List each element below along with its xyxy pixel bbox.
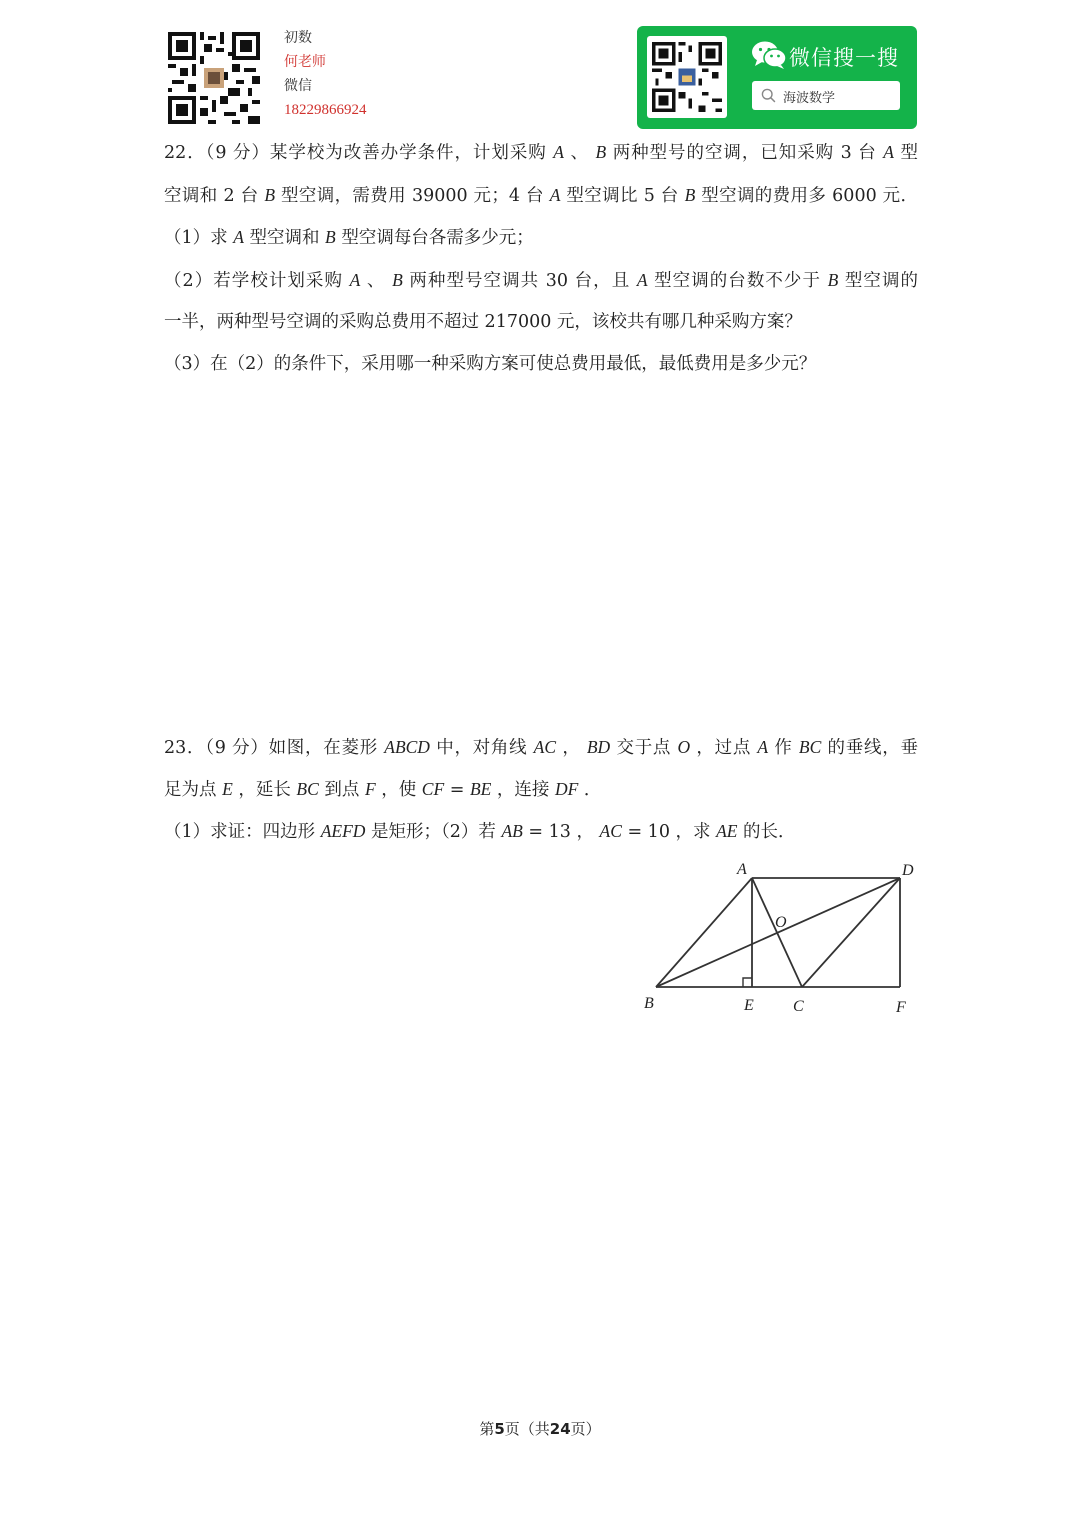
q22-part-3: （3）在（2）的条件下，采用哪一种采购方案可使总费用最低，最低费用是多少元？ (164, 354, 817, 374)
page-number: 第5页（共24页） (479, 1420, 601, 1438)
q23-line-1: 23．（9 分）如图，在菱形 ABCD 中，对角线 AC ， BD 交于点 O ，过点 A 作 BC 的垂线，垂 (164, 737, 918, 758)
label-b: B (644, 995, 654, 1012)
wechat-search-banner[interactable] (637, 26, 917, 129)
wechat-search-field[interactable] (752, 81, 900, 110)
q22-part-2-line-2: 一半，两种型号空调的采购总费用不超过 217000 元，该校共有哪几种采购方案？ (164, 312, 802, 332)
q22-part-1: （1）求 A 型空调和 B 型空调每台各需多少元； (164, 227, 534, 248)
search-icon (761, 88, 776, 103)
segment-ab (656, 878, 752, 987)
segment-cd (802, 878, 900, 987)
rhombus-rectangle-figure (640, 858, 925, 1018)
contact-label-wechat: 微信 (284, 78, 312, 94)
qr-code-right-frame (647, 36, 727, 118)
wechat-logo-icon (751, 40, 787, 70)
contact-label-subject: 初数 (284, 30, 312, 46)
label-c: C (793, 998, 804, 1015)
right-angle-mark (743, 978, 752, 987)
label-e: E (744, 997, 754, 1014)
label-d: D (902, 862, 914, 879)
q22-line-2: 空调和 2 台 B 型空调，需费用 39000 元；4 台 A 型空调比 5 台 B 型空调的费用多 6000 元． (164, 185, 918, 206)
contact-label-teacher: 何老师 (284, 54, 326, 70)
q23-line-2: 足为点 E ，延长 BC 到点 F ，使 CF = BE ，连接 DF ． (164, 779, 602, 800)
contact-phone-number: 18229866924 (284, 102, 367, 118)
label-o: O (775, 914, 787, 931)
label-f: F (896, 999, 906, 1016)
segment-bd (656, 878, 900, 987)
search-query-text: 海波数学 (783, 91, 836, 106)
q23-parts: （1）求证：四边形 AEFD 是矩形；（2）若 AB = 13 ， AC = 10 ，求 AE 的长． (164, 821, 796, 842)
q22-part-2-line-1: （2）若学校计划采购 A 、 B 两种型号空调共 30 台，且 A 型空调的台数不少于 B 型空调的 (164, 270, 919, 291)
qr-code-left (168, 32, 260, 124)
label-a: A (737, 861, 747, 878)
wechat-search-title: 微信搜一搜 (789, 46, 899, 70)
qr-code-right (652, 41, 722, 113)
q22-line-1: 22．（9 分）某学校为改善办学条件，计划采购 A 、 B 两种型号的空调，已知采购 3 台 A 型 (164, 142, 918, 163)
